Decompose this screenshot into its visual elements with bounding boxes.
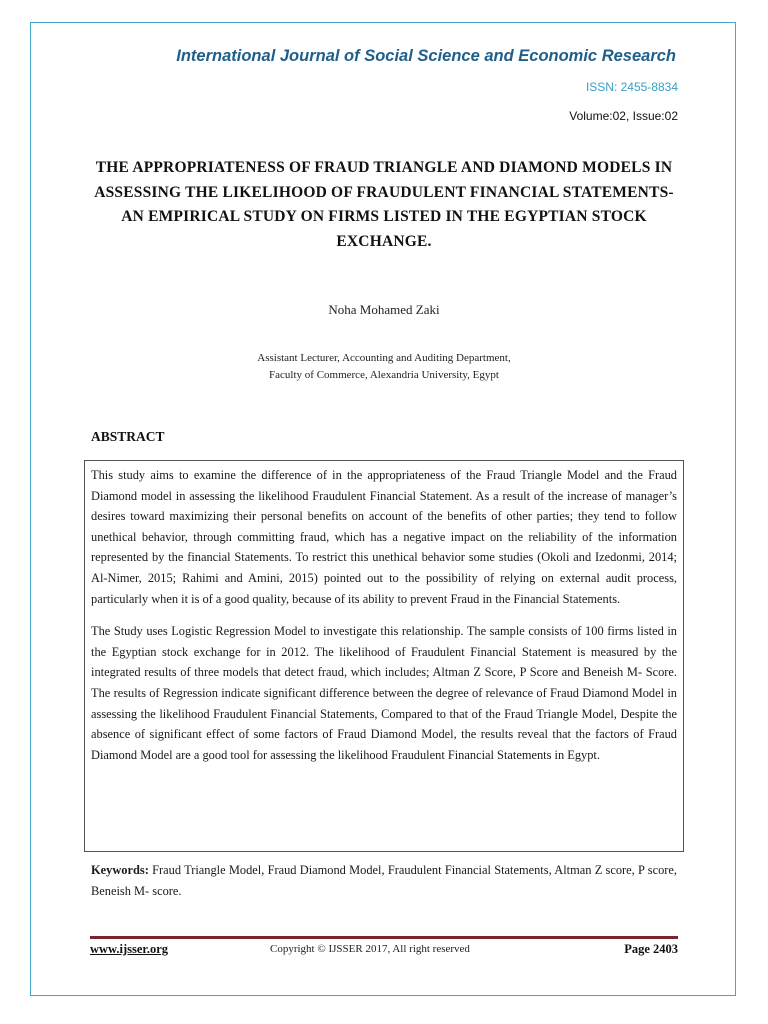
volume-issue: Volume:02, Issue:02 bbox=[569, 109, 678, 123]
paper-title: THE APPROPRIATENESS OF FRAUD TRIANGLE AND DIAMOND MODELS IN ASSESSING THE LIKELIHOOD OF FRAUDULENT FINANCIAL STATEMENTS- AN EMPIRICAL STUDY ON FIRMS LISTED IN THE EGYPTIAN STOCK EXCHANGE. bbox=[94, 159, 674, 250]
footer-rule bbox=[90, 936, 678, 939]
footer-page-number: Page 2403 bbox=[624, 942, 678, 956]
keywords-text: Fraud Triangle Model, Fraud Diamond Model, Fraudulent Financial Statements, Altman Z score, P score, Beneish M- score. bbox=[91, 863, 677, 898]
author-name: Noha Mohamed Zaki bbox=[328, 302, 440, 317]
abstract-paragraph-2: The Study uses Logistic Regression Model to investigate this relationship. The sample consists of 100 firms listed in the Egyptian stock exchange for in 2012. The likelihood of Fraudulent Financial Statement is measured by the integrated results of three models that detect fraud, which includes; Altman Z Score, P Score and Beneish M- Score. The results of Regression indicate significant difference between the degree of relevance of Fraud Diamond Model in assessing the likelihood Fraudulent Financial Statements, Compared to that of the Fraud Triangle Model, Despite the absence of significant effect of some factors of Fraud Diamond Model, the results reveal that the factors of Fraud Diamond Model are a good tool for assessing the likelihood Fraudulent Financial Statements in Egypt. bbox=[91, 624, 677, 762]
footer-website-link[interactable]: www.ijsser.org bbox=[90, 942, 169, 956]
abstract-paragraph-1: This study aims to examine the difference of in the appropriateness of the Fraud Triangle Model and the Fraud Diamond model in assessing the likelihood Fraudulent Financial Statement. As a result of the increase of manager’s desires toward maximizing their personal benefits on account of the benefits of other parties; they tend to follow unethical behavior, through committing fraud, which has a negative impact on the reliability of the information represented by the financial Statements. To restrict this unethical behavior some studies (Okoli and Izedonmi, 2014; Al-Nimer, 2015; Rahimi and Amini, 2015) pointed out to the possibility of relying on external audit process, particularly when it is of a good quality, because of its ability to prevent Fraud in the Financial Statements. bbox=[91, 468, 677, 606]
journal-title: International Journal of Social Science and Economic Research bbox=[176, 47, 676, 65]
issn: ISSN: 2455-8834 bbox=[585, 80, 678, 94]
keywords bbox=[91, 860, 677, 901]
affiliation-line-2: Faculty of Commerce, Alexandria University, Egypt bbox=[269, 369, 499, 381]
keywords-label: Keywords: bbox=[91, 863, 149, 877]
abstract-heading: ABSTRACT bbox=[91, 429, 165, 444]
author-affiliation bbox=[90, 350, 678, 384]
abstract-box bbox=[84, 460, 684, 852]
affiliation-line-1: Assistant Lecturer, Accounting and Auditing Department, bbox=[257, 352, 511, 364]
footer-copyright: Copyright © IJSSER 2017, All right reserved bbox=[270, 943, 470, 955]
